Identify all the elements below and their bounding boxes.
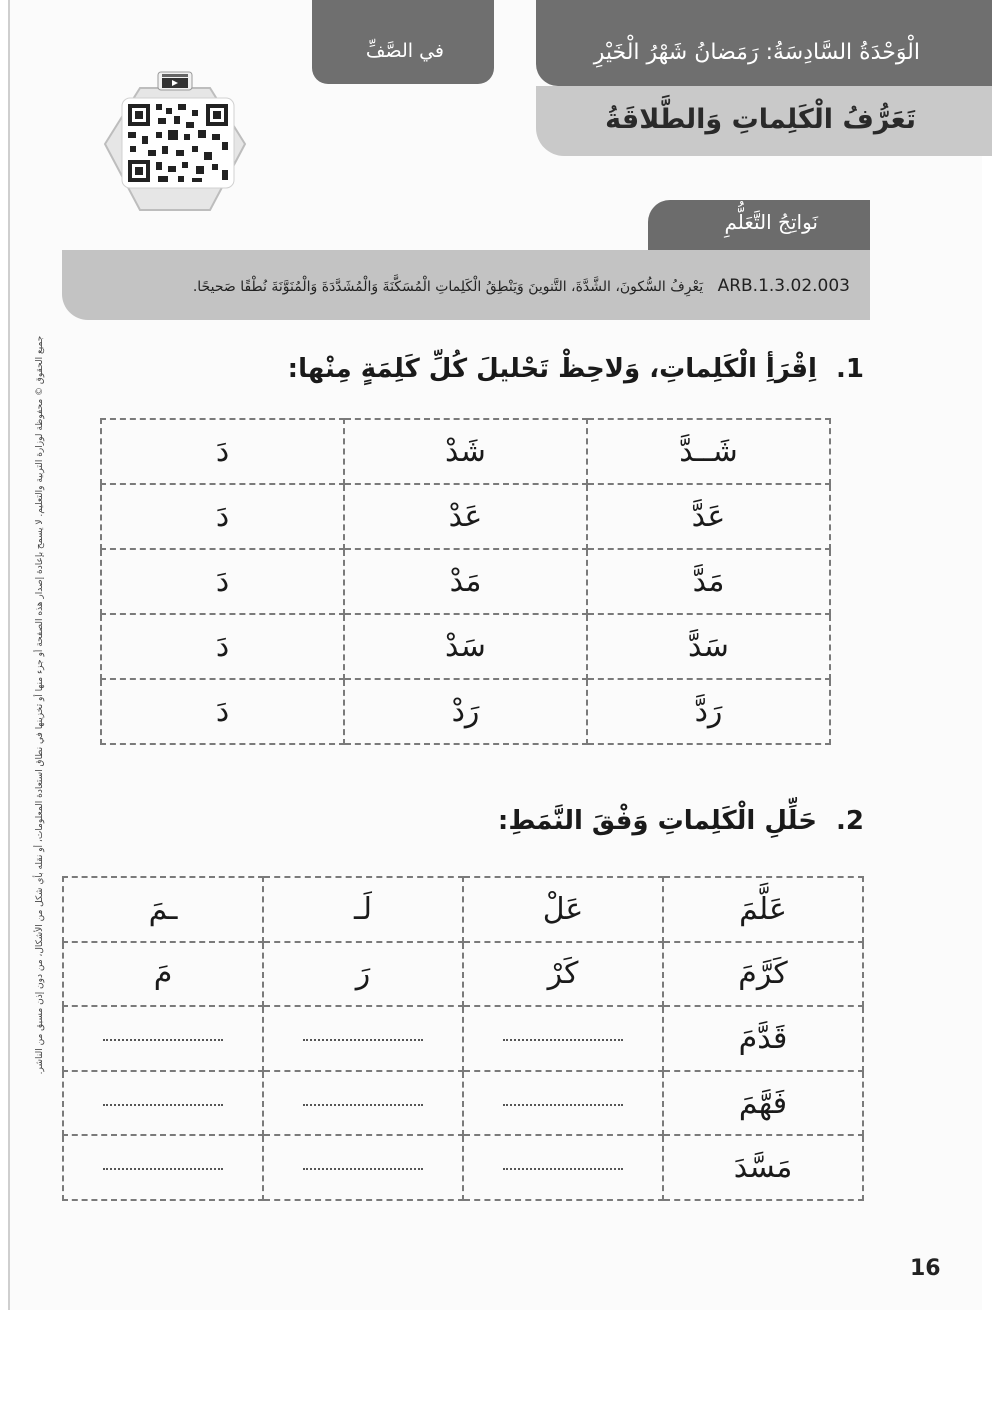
outcome-description: يَعْرِفُ السُّكونَ، الشَّدَّةَ، التَّنوينَ وَيَنْطِقُ الْكَلِماتِ الْمُسَكَّنَةَ وَالْمُشَدَّدَةَ وَالْمُنَوَّنَةَ نُطْقًا صَحيحًا. xyxy=(192,279,704,295)
dotted-answer-line xyxy=(503,1167,623,1170)
table-cell: لَـ xyxy=(263,877,463,942)
table-cell: كَرْ xyxy=(463,942,663,1007)
table-row xyxy=(63,1006,863,1071)
unit-header xyxy=(536,0,992,86)
answer-blank[interactable] xyxy=(63,1135,263,1200)
table-cell: رَدَّ xyxy=(587,679,830,744)
table-cell: رَدْ xyxy=(344,679,587,744)
table-cell: مَسَّدَ xyxy=(663,1135,863,1200)
table-row xyxy=(101,419,830,484)
dotted-answer-line xyxy=(303,1167,423,1170)
video-clapper-icon xyxy=(158,72,192,90)
table-cell: مَ xyxy=(63,942,263,1007)
copyright-note: جميع الحقوق © محفوظة لوزارة التربية والتعليم. لا يسمح بإعادة إصدار هذه الصفحة أو جزء منها أو تخزينها في نطاق استعادة المعلومات، أو نقله بأي شكل من الأشكال، من دون إذن مسبق من الناشر. xyxy=(35,335,45,1075)
in-class-tab xyxy=(312,0,494,84)
table-cell: دَ xyxy=(101,679,344,744)
in-class-label: في الصَّفِّ xyxy=(365,40,444,62)
answer-blank[interactable] xyxy=(63,1071,263,1136)
table-row xyxy=(101,549,830,614)
table-row xyxy=(63,1135,863,1200)
table-cell: دَ xyxy=(101,549,344,614)
learning-outcomes-band xyxy=(62,250,870,320)
table-row xyxy=(101,679,830,744)
page-number: 16 xyxy=(910,1256,941,1281)
qr-code-badge[interactable] xyxy=(100,70,250,218)
table-cell: دَ xyxy=(101,419,344,484)
answer-blank[interactable] xyxy=(463,1006,663,1071)
exercise-2-number: 2. xyxy=(836,806,864,836)
qr-code-icon xyxy=(100,70,250,218)
table-cell: قَدَّمَ xyxy=(663,1006,863,1071)
exercise-1-number: 1. xyxy=(836,354,864,384)
table-cell: ـمَ xyxy=(63,877,263,942)
table-cell: عَدْ xyxy=(344,484,587,549)
table-cell: دَ xyxy=(101,614,344,679)
table-row xyxy=(63,1071,863,1136)
table-row xyxy=(101,484,830,549)
table-cell: سَدَّ xyxy=(587,614,830,679)
table-cell: سَدْ xyxy=(344,614,587,679)
dotted-answer-line xyxy=(103,1167,223,1170)
exercise-2-heading xyxy=(498,806,864,836)
lesson-header xyxy=(536,86,992,156)
table-cell: كَرَّمَ xyxy=(663,942,863,1007)
exercise-1-instruction: اِقْرَأِ الْكَلِماتِ، وَلاحِظْ تَحْليلَ كُلِّ كَلِمَةٍ مِنْها: xyxy=(287,354,817,384)
dotted-answer-line xyxy=(503,1038,623,1041)
table-cell: عَلَّمَ xyxy=(663,877,863,942)
dotted-answer-line xyxy=(303,1103,423,1106)
table-cell: عَلْ xyxy=(463,877,663,942)
table-cell: مَدْ xyxy=(344,549,587,614)
answer-blank[interactable] xyxy=(463,1135,663,1200)
table-cell: رَ xyxy=(263,942,463,1007)
dotted-answer-line xyxy=(303,1038,423,1041)
learning-outcomes-heading: نَواتِجُ التَّعَلُّمِ xyxy=(724,210,818,234)
table-cell: عَدَّ xyxy=(587,484,830,549)
table-row xyxy=(63,942,863,1007)
table-cell: شَــدَّ xyxy=(587,419,830,484)
exercise-1-heading xyxy=(288,354,864,384)
exercise-1-table xyxy=(100,418,831,745)
dotted-answer-line xyxy=(103,1103,223,1106)
lesson-title: تَعَرُّفُ الْكَلِماتِ وَالطَّلاقَةُ xyxy=(605,104,916,135)
answer-blank[interactable] xyxy=(463,1071,663,1136)
answer-blank[interactable] xyxy=(263,1135,463,1200)
exercise-2-instruction: حَلِّلِ الْكَلِماتِ وَفْقَ النَّمَطِ: xyxy=(497,806,817,836)
table-cell: فَهَّمَ xyxy=(663,1071,863,1136)
unit-title: الْوَحْدَةُ السَّادِسَةُ: رَمَضانُ شَهْرُ الْخَيْرِ xyxy=(593,40,920,65)
table-cell: دَ xyxy=(101,484,344,549)
answer-blank[interactable] xyxy=(263,1071,463,1136)
table-cell: شَدْ xyxy=(344,419,587,484)
table-row xyxy=(63,877,863,942)
dotted-answer-line xyxy=(103,1038,223,1041)
learning-outcome-line xyxy=(193,276,850,296)
answer-blank[interactable] xyxy=(63,1006,263,1071)
table-row xyxy=(101,614,830,679)
learning-outcomes-tab xyxy=(648,200,870,250)
exercise-2-table xyxy=(62,876,864,1201)
answer-blank[interactable] xyxy=(263,1006,463,1071)
table-cell: مَدَّ xyxy=(587,549,830,614)
dotted-answer-line xyxy=(503,1103,623,1106)
outcome-code: ARB.1.3.02.003 xyxy=(717,276,850,296)
